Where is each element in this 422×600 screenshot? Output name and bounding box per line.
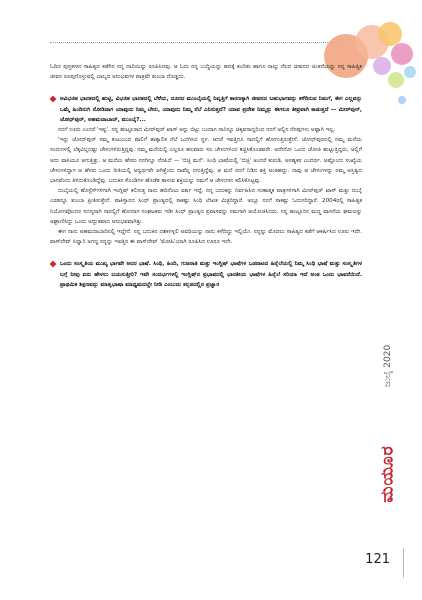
qa-block-2 — [50, 259, 362, 290]
answer-paragraph: 'ಇನ್ನು ಜೋಧ್‌ಪುರ್ ನಮ್ಮ ಕುಟುಂಬದ ಪಾಲಿಗೆ ತಾತ್ಕಾಲಿಕ ನೆಲೆ ಒದಗಿಸಿದ ಸ್ಥಳ. ಆದರೆ ಇವತ್ತಿಗೂ ನಾನಲ್ಲಿಗೆ ಹೋಗುತ್ತಿರುತ್ತೇನೆ. ಜೋಧ್‌ಪುರದಲ್ಲಿ ನಮ್ಮ ಮನೆಯ ಸಂದುಗಳಲ್ಲಿ ಲೆಕ್ಕವಿಲ್ಲದಷ್ಟು ಚೇಳುಗಳಿರುತ್ತಿದ್ದವು. ನಮ್ಮ ಮನೆಯಲ್ಲಿ ಎಲ್ಲರೂ ಹಲವಾರು ಸಲ ಚೇಳುಗಳಿಂದ ಕಚ್ಚಿಸಿಕೊಂಡವರೇ. ಅದೇನೋ ಒಂದು ಚೋಜಿ ಹುಟ್ಟುತ್ತಿದ್ದರು, ಅಲ್ಲಿಗೆ ಅದು ವಾಸಿಯೂ ಆಗುತ್ತಿತ್ತು. ಆ ಮನೆಯ ಹೆಸರು ನನಗಿನ್ನೂ ನೆನಪಿದೆ — 'ಬಿಚ್ಛಿ ಮನೆ'. ಸಿಂಧಿ ಭಾಷೆಯಲ್ಲಿ 'ಬಿಚ್ಛಿ' ಅಂದರೆ ಕುರುಡಿ, ಅಸಹ್ಯಕರ ಎಂದರ್ಥ. ಅಷ್ಟೊಂದು ಸಂಖ್ಯೆಯ ಚೇಳುಗಳಿದ್ದಾಗ ಆ ಹೆಸರು ಒಂದು ರೀತಿಯಲ್ಲಿ ಅನ್ವರ್ಥವೇ ಆಗಿತ್ತೆಂದು ನಾವೆಲ್ಲ ನಗುತ್ತಿದ್ದೆವು. ಆ ಮನೆ ನನಗೆ ನಿಡಿದ ಶಕ್ತಿ ಅಂತಹದ್ದು. ನಾವು ಆ ಚೇಳುಗಳನ್ನು ನಮ್ಮ ಅಸ್ತಿತ್ವದ ಭಾಗವೆಂದು ತಿಳಿದುಕೊಂಡಿದ್ದೆವು. ಬದುಕಿನ ಕೊಂಡಿಗಳ ಹೊಡೆತ ತಾಳುವ ಶಕ್ತಿಯನ್ನು ನಮಗೆ ಆ ಚೇಳುಗಳು ಕಲಿಸಿಕೊಟ್ಟವು. — [50, 137, 362, 185]
qa-block-1 — [50, 94, 362, 247]
answer-paragraph: ನನಗೆ ಊರು ಎಂದರೆ 'ಇಷ್ಟ'. ನನ್ನ ಹುಟ್ಟೂರಾದ ಮೀರ್‌ಪುರ್ ಖಾಸ್ ಅನ್ನು ಬಿಟ್ಟು ಬಂದಾಗ ನಾನಿನ್ನೂ ಚಿಕ್ಕವನಾದ್ದರಿಂದ ನನಗೆ ಅಲ್ಲಿನ ನೆನಪುಗಳು ಅಷ್ಟಾಗಿ ಇಲ್ಲ. — [58, 127, 336, 134]
intro-paragraph: ಓದಿದ ಪುಸ್ತಕಗಳು ಸಾಹಿತ್ಯದ ಕಡೆಗಿನ ನನ್ನ ದಾರಿಯನ್ನು ರೂಪಿಸಿದವು. ಆ ಓದು ನನ್ನ ಬುದ್ಧಿಯನ್ನು ಹದಕ್ಕೆ ತಂದಿತು ಹಾಗೂ ನಾಲ್ಕು ನೆಲದ ಜೀವನದ ಚಿಂತನೆಯನ್ನು ನನ್ನ ಸಾಹಿತ್ಯಿಕ ಜೀವನ ರೂಪುಗೊಳ್ಳುವಲ್ಲಿ ಬಾಲ್ಯದ ಅನುಭವಗಳ ಪಾತ್ರವೇ ತುಂಬಾ ದೊಡ್ಡದು. — [50, 64, 362, 81]
answer-paragraph: ದುಬೈಯಲ್ಲಿ ಹೊಸ್ಟೆಸ್‌ಗಳಿಗಾಗಿ ಇಂಗ್ಲಿಷ್ ಕಲಿಸುತ್ತ ನಾನು ಹದಿನೆಂಟು ವರ್ಷ ಇದ್ದೆ. ನನ್ನ ಬದುಕನ್ನು ನಿರ್ವಹಿಸಿದ ಗುಣಾತ್ಮಕ ಪಾತ್ರಗಳಿಗಾಗಿ ಮೀರ್‌ಪುರ್ ಖಾಸ್ ಮತ್ತು ದುಬೈ ಎರಡನ್ನೂ ತುಂಬಾ ಪ್ರೀತಿಸುತ್ತೇನೆ. ಪಾಕಿಸ್ತಾನದ ಸಿಂಧ್ ಪ್ರಾಂತ್ಯದಲ್ಲಿ ಸಾಕಷ್ಟು ಸಿಂಧಿ ಲೇಖಕ ಮಿತ್ರರಿದ್ದಾರೆ. ಅಲ್ಲೂ ನನಗೆ ಸಾಕಷ್ಟು ಓದುಗರಿದ್ದಾರೆ. 2004ರಲ್ಲಿ ಸಾಹಿತ್ಯಕ ನಿಯೋಗವೊಂದರ ಸದಸ್ಯನಾಗಿ ನಾನಲ್ಲಿಗೆ ಹೋದಾಗ ಸಂಘಟಕರು ಇಡೀ ಸಿಂಧ್ ಪ್ರಾಂತ್ಯದ ಪ್ರವಾಸವನ್ನು ನಮಗಾಗಿ ಆಯೋಜಿಸಿದರು. ನನ್ನ ಹುಟ್ಟೂರಿನ ಮಣ್ಣ ವಾಸನೆಯ ಘಮಲನ್ನು ಅಘ್ರಾಣಿಸಿದ್ದು ಒಂದು ಅದ್ಭುತವಾದ ಅನುಭವವಾಗಿತ್ತು. — [50, 188, 362, 225]
bullet-icon — [50, 96, 57, 103]
top-divider — [50, 42, 340, 43]
article-body — [50, 62, 362, 290]
page-number: 121 — [365, 552, 390, 567]
question-2: ಒಂದು ಸಂಸ್ಕೃತಿಯ ಮುಖ್ಯ ಭಾಗವೇ ಅದರ ಭಾಷೆ. ಸಿಂಧಿ, ಹಿಂದಿ, ಗುಜರಾತಿ ಮತ್ತು ಇಂಗ್ಲಿಷ್ ಭಾಷೆಗಳ ಒಡನಾಟದ ಹಿನ್ನೆಲೆಯಲ್ಲಿ ನಿಮ್ಮ ಸಿಂಧಿ ಭಾಷೆ ಮತ್ತು ಸಂಸ್ಕೃತಿಗಳ ಬಗ್ಗೆ ನೀವು ಏನು ಹೇಳಲು ಬಯಸುತ್ತೀರಿ? ಇವೇ ಸಂದರ್ಭಗಳಲ್ಲಿ ಇಂಗ್ಲಿಷ್‌ನ ಪ್ರಭಾವದಲ್ಲಿ ಭಾರತೀಯ ಭಾಷೆಗಳ ಹಿನ್ನೆಲೆ ಸರಿಯಾ ಇದೆ ಅಂತ ಒಂದು ಭಾವನೆಯಿದೆ. ಪ್ರಾಥಮಿಕ ಶಿಕ್ಷಣವನ್ನು ಮಾತೃಭಾಷಾ ಮಾಧ್ಯಮದಲ್ಲೇ ನೀಡಿ ಎಂಬುದು ಕನ್ನಡದಲ್ಲಿನ ಪ್ರಜ್ಞಾರ — [50, 259, 362, 290]
answer-paragraph: ಈಗ ನಾನು ಅಹಮದಾಬಾದಿನಲ್ಲಿ ಇದ್ದೇನೆ. ನನ್ನ ಬದುಕಿನ ದಶಕಗಳ್ಳಲಿ ಅವಧಿಯನ್ನು ನಾನು ಕಳೆದಿದ್ದು ಇಲ್ಲಿಯೇ. ನನ್ನನ್ನು ಮೊದಲು ಸಾಹಿತ್ಯದ ಕಡೆಗೆ ಆಕರ್ಷಿಸಿದ ಊರು ಇದೇ. ವಾಸ್‌ದೇವ್ ಸಿಧ್ವಾನಿ ಅಗದ್ದ ನನ್ನನ್ನು ಇವತ್ತಿನ ಈ ವಾಸ್‌ದೇವ್ 'ಮೋಹಿ'ಯಾಗಿ ರೂಪಿಸಿದ ಊರೂ ಇದೇ. — [50, 229, 362, 246]
magazine-name: ಮಯೂರ — [378, 445, 398, 503]
footer-rule — [403, 548, 404, 578]
issue-date: ಜುಲೈ 2020 — [383, 344, 394, 388]
question-1: ಅವಿಭಜಿತ ಭಾರತದಲ್ಲಿ ಹುಟ್ಟಿ, ವಿಭಜಿತ ಭಾರತದಲ್ಲಿ ಬೆಳೆದು, ದೂರದ ಮುಂಬೈಯಲ್ಲಿ ನಿವೃತ್ತಿಗೆ ಕಾರಣಕ್ಕಾಗಿ ಜೀವನದ ಬಹುಭಾಗವನ್ನು ಕಳೆದಿರುವ ನಿಮಗೆ, ಈಗ ಎಲ್ಲವನ್ನು ಒಮ್ಮೆ ಹಿಂದಿರುಗಿ ನೋಡಿದಾಗ ಯಾವುದು ನಿಮ್ಮ ಬೇರು, ಯಾವುದು ನಿಮ್ಮ ನೆಲೆ ಎನಿಸುತ್ತದೆ? ಯಾವ ಪ್ರದೇಶ ನಿಮ್ಮನ್ನು ಈಗಲೂ ತೀವ್ರವಾಗಿ ಕಾಡುತ್ತದೆ — ಮೀರ್‌ಪುರ್‌, ಜೋಧ್‌ಪುರ್‌, ಅಹಮದಾಬಾದ್‌, ಮುಂಬೈ?... — [50, 94, 362, 125]
bullet-icon — [50, 261, 57, 268]
